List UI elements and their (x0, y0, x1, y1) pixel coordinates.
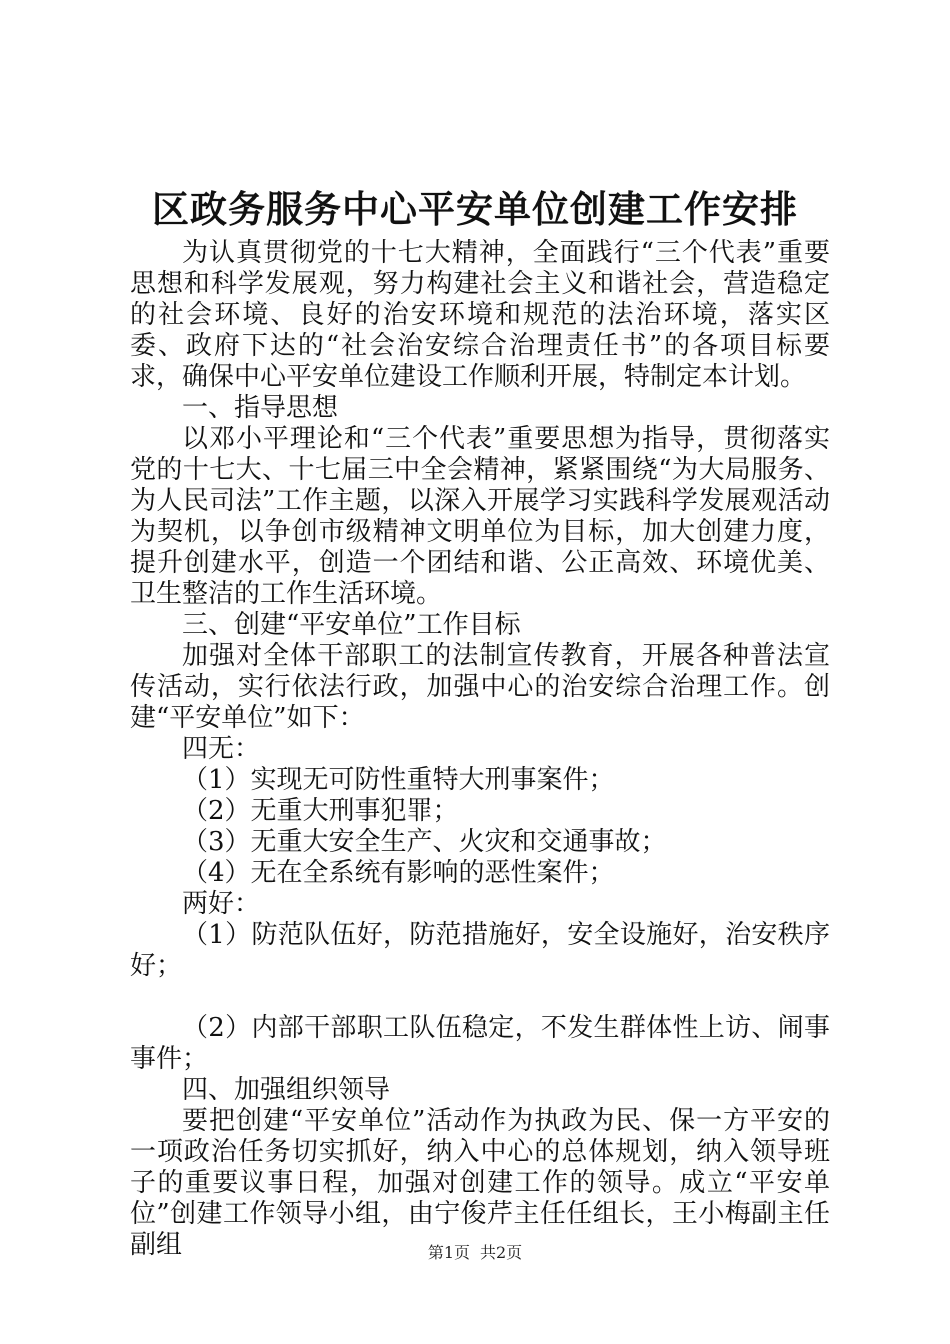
leadership-paragraph: 要把创建“平安单位”活动作为执政为民、保一方平安的一项政治任务切实抓好，纳入中心的总体规划，纳入领导班子的重要议事日程，加强对创建工作的领导。成立“平安单位”创建工作领导小组，由宁俊芹主任任组长，王小梅副主任副组 (130, 1106, 830, 1260)
blank-line (130, 982, 830, 1013)
four-none-heading: 四无： (182, 734, 261, 764)
four-none-item-1: （1）实现无可防性重特大刑事案件； (182, 765, 615, 795)
section-heading-goals: 三、创建“平安单位”工作目标 (182, 610, 521, 640)
page-number: 第1页 (427, 1243, 470, 1262)
guiding-thought-paragraph: 以邓小平理论和“三个代表”重要思想为指导，贯彻落实党的十七大、十七届三中全会精神，紧紧围绕“为大局服务、为人民司法”工作主题，以深入开展学习实践科学发展观活动为契机，以争创市级精神文明单位为目标，加大创建力度，提升创建水平，创造一个团结和谐、公正高效、环境优美、卫生整洁的工作生活环境。 (130, 424, 830, 609)
four-none-item-3: （3）无重大安全生产、火灾和交通事故； (182, 827, 667, 857)
two-good-heading: 两好： (182, 889, 261, 919)
intro-paragraph: 为认真贯彻党的十七大精神，全面践行“三个代表”重要思想和科学发展观，努力构建社会主义和谐社会，营造稳定的社会环境、良好的治安环境和规范的法治环境，落实区委、政府下达的“社会治安综合治理责任书”的各项目标要求，确保中心平安单位建设工作顺利开展，特制定本计划。 (130, 238, 830, 392)
four-none-item-2: （2）无重大刑事犯罪； (182, 796, 459, 826)
page-footer (0, 1242, 950, 1264)
section-heading-guiding-thought: 一、指导思想 (182, 393, 339, 423)
section-heading-leadership: 四、加强组织领导 (182, 1075, 391, 1105)
page-total: 共2页 (480, 1243, 523, 1262)
document-title: 区政务服务中心平安单位创建工作安排 (152, 187, 798, 231)
four-none-item-4: （4）无在全系统有影响的恶性案件； (182, 858, 615, 888)
document-body (130, 238, 830, 1261)
two-good-item-1: （1）防范队伍好，防范措施好，安全设施好，治安秩序好； (130, 920, 830, 981)
goals-paragraph: 加强对全体干部职工的法制宣传教育，开展各种普法宣传活动，实行依法行政，加强中心的治安综合治理工作。创建“平安单位”如下： (130, 641, 830, 733)
two-good-item-2: （2）内部干部职工队伍稳定，不发生群体性上访、闹事事件； (130, 1013, 830, 1074)
